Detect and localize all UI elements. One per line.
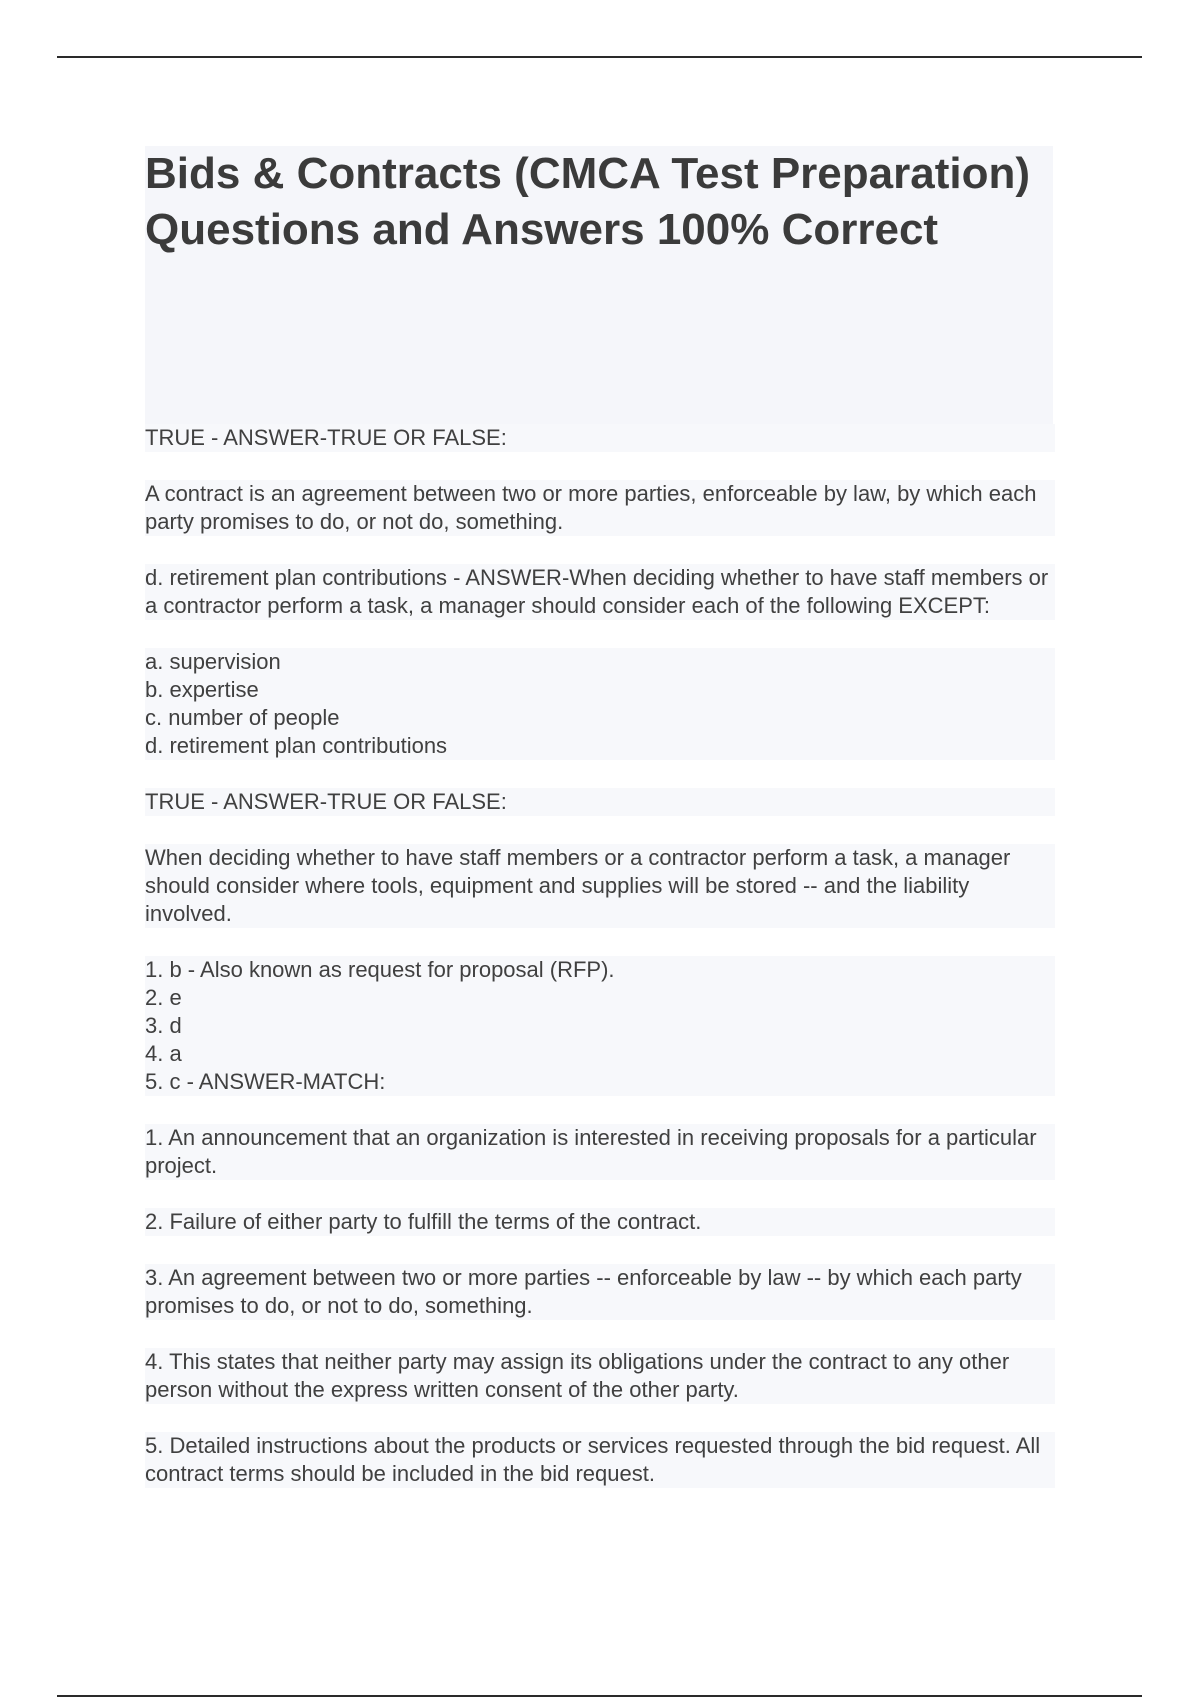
paragraph-line: 1. An announcement that an organization is interested in receiving proposals for a particular project. — [145, 1124, 1055, 1180]
title-block — [145, 146, 1053, 424]
option-item: b. expertise — [145, 676, 1055, 704]
paragraph — [145, 844, 1055, 928]
top-rule — [57, 56, 1142, 58]
paragraph — [145, 1124, 1055, 1180]
paragraph — [145, 788, 1055, 816]
paragraph — [145, 1432, 1055, 1488]
match-answer-item: 4. a — [145, 1040, 1055, 1068]
paragraph-line: TRUE - ANSWER-TRUE OR FALSE: — [145, 424, 1055, 452]
document-title: Bids & Contracts (CMCA Test Preparation) Questions and Answers 100% Correct — [145, 149, 1030, 254]
paragraph-line: 5. Detailed instructions about the products or services requested through the bid request. All contract terms should be included in the bid request. — [145, 1432, 1055, 1488]
option-item: a. supervision — [145, 648, 1055, 676]
paragraph-line: 3. An agreement between two or more parties -- enforceable by law -- by which each party promises to do, or not to do, something. — [145, 1264, 1055, 1320]
paragraph — [145, 1264, 1055, 1320]
paragraph-line: When deciding whether to have staff members or a contractor perform a task, a manager should consider where tools, equipment and supplies will be stored -- and the liability involved. — [145, 844, 1055, 928]
paragraph-line: 4. This states that neither party may assign its obligations under the contract to any other person without the express written consent of the other party. — [145, 1348, 1055, 1404]
bottom-rule — [57, 1695, 1142, 1697]
document-body — [145, 424, 1055, 1516]
paragraph — [145, 480, 1055, 536]
paragraph-line: TRUE - ANSWER-TRUE OR FALSE: — [145, 788, 1055, 816]
option-item: c. number of people — [145, 704, 1055, 732]
match-answer-item: 3. d — [145, 1012, 1055, 1040]
match-answer-item: 1. b - Also known as request for proposal (RFP). — [145, 956, 1055, 984]
paragraph-line: d. retirement plan contributions - ANSWER-When deciding whether to have staff members or a contractor perform a task, a manager should consider each of the following EXCEPT: — [145, 564, 1055, 620]
paragraph — [145, 564, 1055, 620]
paragraph — [145, 1208, 1055, 1236]
match-answer-item: 5. c - ANSWER-MATCH: — [145, 1068, 1055, 1096]
paragraph-line: 2. Failure of either party to fulfill the terms of the contract. — [145, 1208, 1055, 1236]
match-answer-item: 2. e — [145, 984, 1055, 1012]
paragraph — [145, 424, 1055, 452]
paragraph-line: A contract is an agreement between two or more parties, enforceable by law, by which each party promises to do, or not do, something. — [145, 480, 1055, 536]
paragraph — [145, 1348, 1055, 1404]
option-item: d. retirement plan contributions — [145, 732, 1055, 760]
option-list — [145, 648, 1055, 760]
match-answer-list — [145, 956, 1055, 1096]
